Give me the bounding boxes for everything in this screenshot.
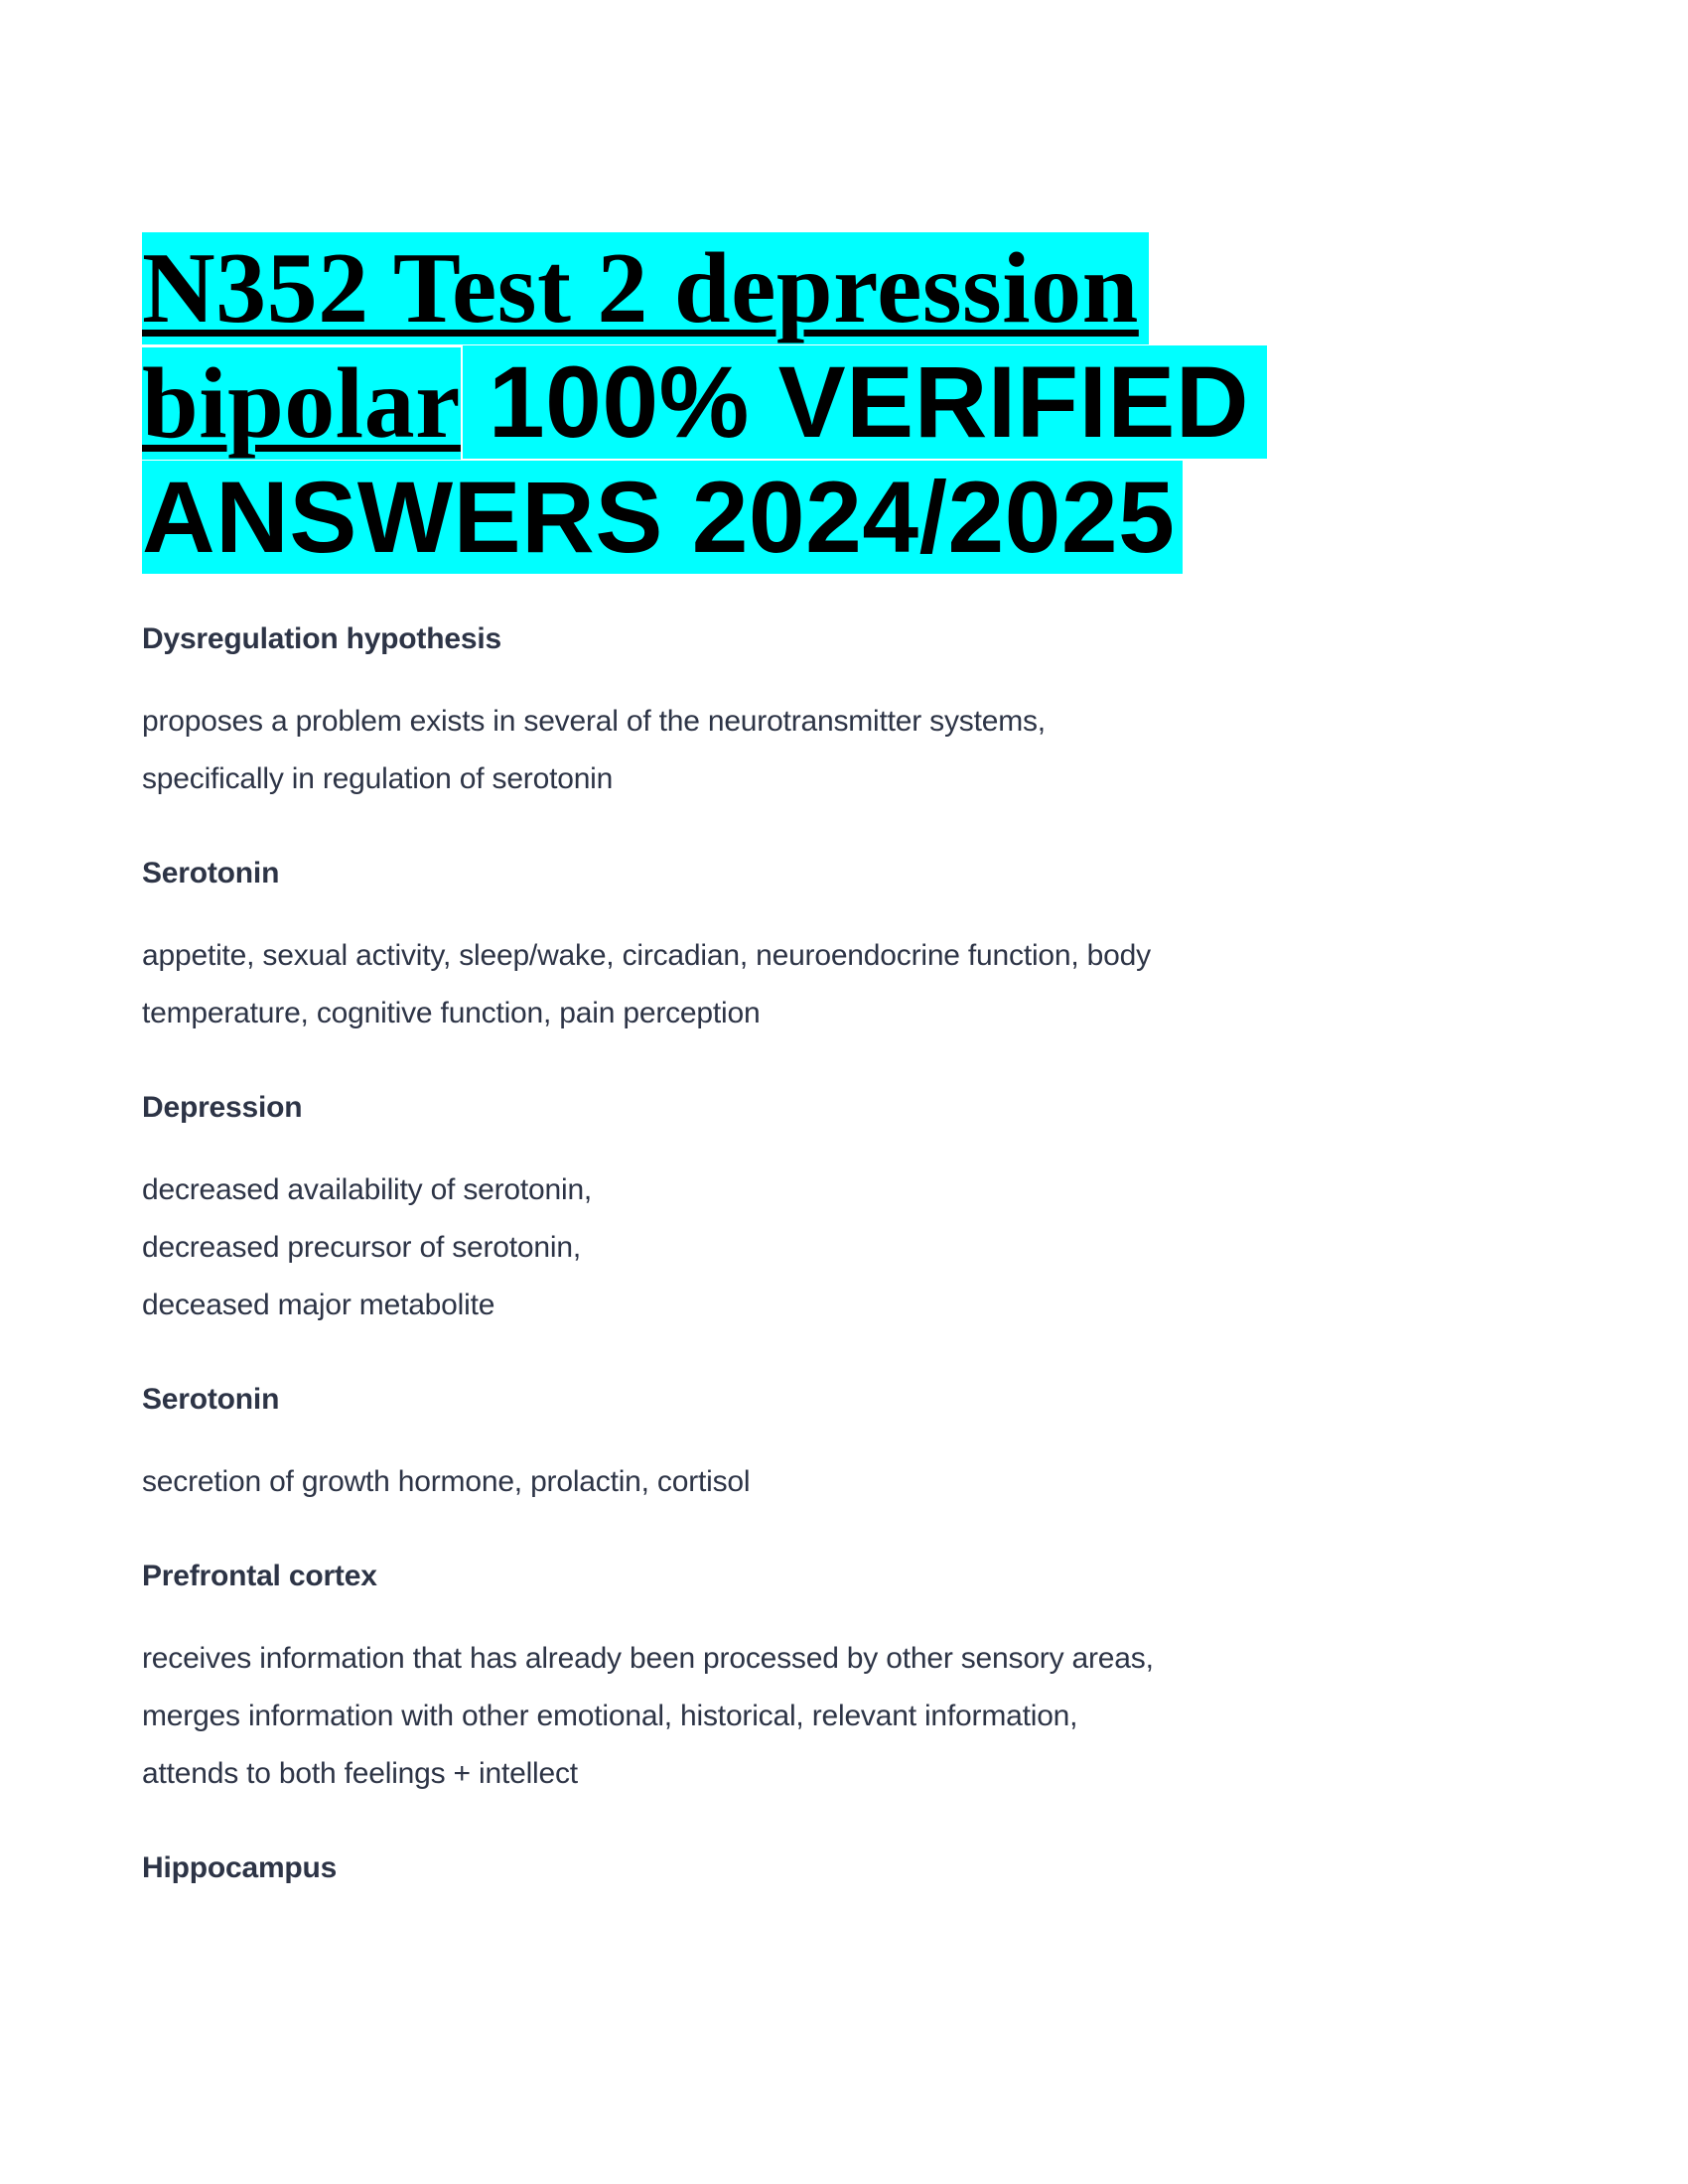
qa-section bbox=[142, 1557, 1549, 1803]
term-heading: Serotonin bbox=[142, 1383, 280, 1416]
title-highlighted-sans-text: 100% VERIFIED bbox=[463, 345, 1267, 459]
qa-section bbox=[142, 1380, 1549, 1511]
title-line-1 bbox=[142, 231, 1549, 344]
title-highlighted-sans-text: ANSWERS 2024/2025 bbox=[142, 461, 1183, 574]
qa-section bbox=[142, 1848, 1549, 1888]
title-line-2 bbox=[142, 346, 1549, 460]
sections-container bbox=[142, 619, 1549, 1888]
title-line-3 bbox=[142, 462, 1549, 574]
definition-line: appetite, sexual activity, sleep/wake, circadian, neuroendocrine function, body bbox=[142, 939, 1151, 972]
term-heading: Hippocampus bbox=[142, 1851, 338, 1884]
definition-line: decreased availability of serotonin, bbox=[142, 1173, 593, 1206]
definition-text bbox=[142, 693, 1549, 808]
qa-section bbox=[142, 1088, 1549, 1334]
term-heading: Depression bbox=[142, 1091, 303, 1124]
term-heading: Dysregulation hypothesis bbox=[142, 622, 501, 655]
definition-text bbox=[142, 1630, 1549, 1803]
definition-line: proposes a problem exists in several of the neurotransmitter systems, bbox=[142, 705, 1046, 738]
qa-section bbox=[142, 619, 1549, 808]
definition-text bbox=[142, 927, 1549, 1042]
definition-line: decreased precursor of serotonin, bbox=[142, 1231, 581, 1264]
document-title bbox=[142, 231, 1549, 574]
definition-line: receives information that has already been processed by other sensory areas, bbox=[142, 1642, 1154, 1675]
definition-line: secretion of growth hormone, prolactin, cortisol bbox=[142, 1465, 751, 1498]
term-heading: Prefrontal cortex bbox=[142, 1560, 377, 1592]
definition-line: attends to both feelings + intellect bbox=[142, 1757, 578, 1790]
title-highlighted-serif-text: bipolar bbox=[142, 347, 461, 460]
definition-line: merges information with other emotional, historical, relevant information, bbox=[142, 1700, 1078, 1732]
definition-line: deceased major metabolite bbox=[142, 1289, 495, 1321]
title-highlighted-serif-text: N352 Test 2 depression bbox=[142, 232, 1149, 344]
definition-text bbox=[142, 1453, 1549, 1511]
qa-section bbox=[142, 854, 1549, 1042]
definition-text bbox=[142, 1161, 1549, 1334]
definition-line: specifically in regulation of serotonin bbox=[142, 762, 614, 795]
term-heading: Serotonin bbox=[142, 857, 280, 889]
definition-line: temperature, cognitive function, pain perception bbox=[142, 997, 761, 1029]
